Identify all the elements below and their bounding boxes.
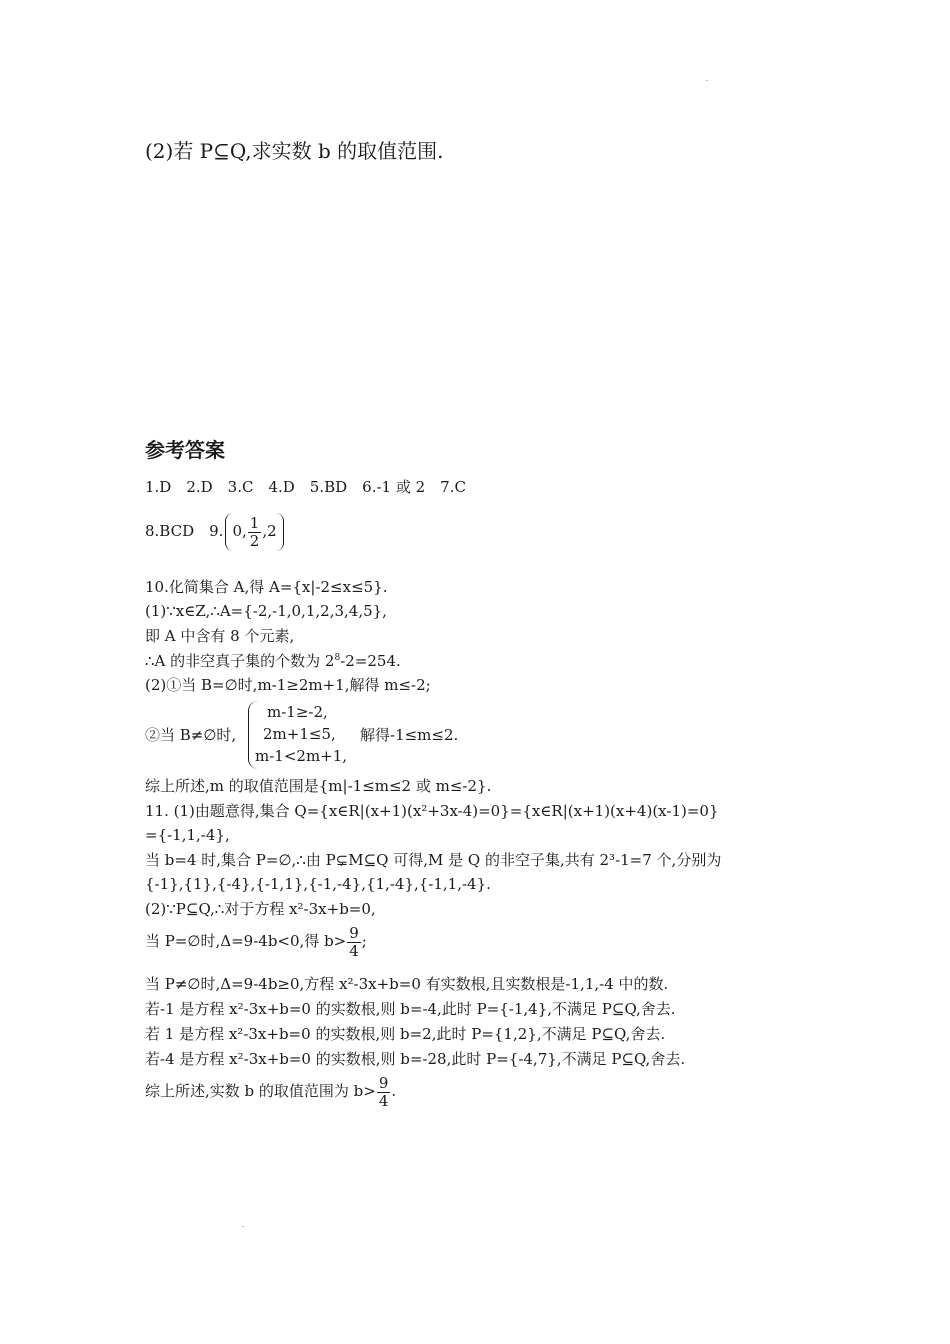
q11-line-1: 11. (1)由题意得,集合 Q={x∈R|(x+1)(x²+3x-4)=0}={x∈R|(x+1)(x+4)(x-1)=0}	[145, 802, 719, 820]
q10-line-4-result: -2=254.	[340, 652, 401, 670]
fraction	[347, 925, 361, 959]
q11-line-3: 当 b=4 时,集合 P=∅,∴由 P⊊M⊆Q 可得,M 是 Q 的非空子集,共有 2³-1=7 个,分别为	[145, 851, 722, 869]
answers-line-2	[145, 513, 284, 551]
inequality-system	[248, 701, 347, 769]
q10-line-3: 即 A 中含有 8 个元素,	[145, 627, 295, 645]
exponent: 8	[334, 653, 341, 663]
q11-line-11-end: .	[391, 1082, 397, 1100]
q10-line-2: (1)∵x∈Z,∴A={-2,-1,0,1,2,3,4,5},	[145, 602, 387, 620]
fraction-numerator: 9	[349, 924, 359, 942]
q10-line-6-prefix: ②当 B≠∅时,	[145, 726, 237, 744]
system-row-3: m-1<2m+1,	[255, 747, 348, 765]
fraction-numerator: 9	[378, 1074, 389, 1092]
q11-line-9: 若 1 是方程 x²-3x+b=0 的实数根,则 b=2,此时 P={1,2},不满足 P⊆Q,舍去.	[145, 1025, 666, 1043]
q10-line-5: (2)①当 B=∅时,m-1≥2m+1,解得 m≤-2;	[145, 676, 431, 694]
q11-line-8: 若-1 是方程 x²-3x+b=0 的实数根,则 b=-4,此时 P={-1,4},不满足 P⊆Q,舍去.	[145, 1000, 676, 1018]
q11-line-11	[145, 1075, 396, 1109]
q10-line-6-result: 解得-1≤m≤2.	[360, 726, 459, 744]
fraction-numerator: 1	[249, 514, 260, 532]
answers-line-2-prefix: 8.BCD 9.	[145, 522, 224, 540]
q11-line-7: 当 P≠∅时,Δ=9-4b≥0,方程 x²-3x+b=0 有实数根,且实数根是-1,1,-4 中的数.	[145, 975, 669, 993]
system-row-2: 2m+1≤5,	[263, 725, 336, 743]
answers-line-1: 1.D 2.D 3.C 4.D 5.BD 6.-1 或 2 7.C	[145, 478, 466, 496]
fraction-denominator: 4	[349, 941, 359, 960]
q10-line-4-text: ∴A 的非空真子集的个数为 2	[145, 652, 335, 670]
fraction-denominator: 2	[249, 531, 260, 550]
q11-line-10: 若-4 是方程 x²-3x+b=0 的实数根,则 b=-28,此时 P={-4,7},不满足 P⊆Q,舍去.	[145, 1050, 686, 1068]
fraction	[377, 1075, 391, 1109]
scan-dot	[242, 1226, 244, 1227]
q11-line-4: {-1},{1},{-4},{-1,1},{-1,-4},{1,-4},{-1,1,-4}.	[145, 875, 491, 893]
q9-answer-set: 0, $\frac{1}{2}$ ,2	[225, 513, 283, 551]
system-row-1: m-1≥-2,	[267, 703, 328, 721]
fraction-denominator: 4	[378, 1091, 389, 1110]
q11-line-6-text: 当 P=∅时,Δ=9-4b<0,得 b>	[145, 932, 347, 950]
q11-line-5: (2)∵P⊆Q,∴对于方程 x²-3x+b=0,	[145, 900, 376, 918]
q9-set-elem-2: 2	[267, 522, 277, 540]
q10-line-1: 10.化简集合 A,得 A={x|-2≤x≤5}.	[145, 578, 388, 596]
q9-fraction	[248, 515, 262, 549]
answers-title: 参考答案	[145, 438, 225, 462]
question-part-2: (2)若 P⊆Q,求实数 b 的取值范围.	[145, 139, 444, 163]
q11-line-6-end: ;	[361, 932, 367, 950]
q11-line-2: ={-1,1,-4},	[145, 826, 230, 844]
q11-line-6	[145, 925, 367, 959]
scan-dot	[706, 80, 708, 81]
q11-line-11-text: 综上所述,实数 b 的取值范围为 b>	[145, 1082, 376, 1100]
q10-line-7: 综上所述,m 的取值范围是{m|-1≤m≤2 或 m≤-2}.	[145, 777, 492, 795]
q10-line-4	[145, 651, 401, 671]
q9-set-elem-0: 0	[232, 522, 242, 540]
